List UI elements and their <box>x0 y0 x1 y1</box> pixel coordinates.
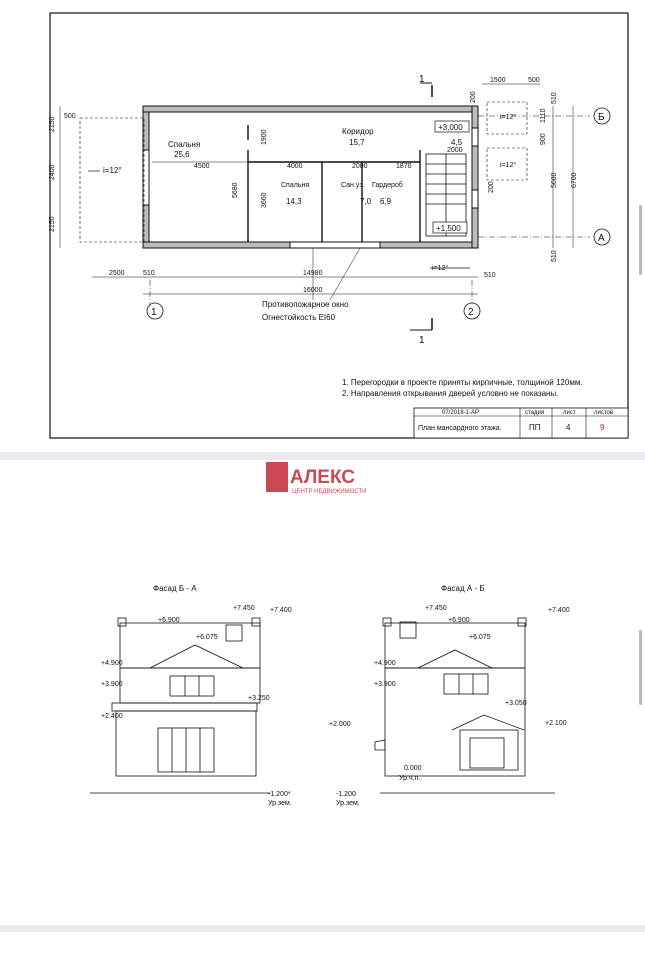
svg-text:2150: 2150 <box>49 216 56 232</box>
svg-text:510: 510 <box>551 92 558 104</box>
svg-text:2400: 2400 <box>49 164 56 180</box>
svg-text:i=12°: i=12° <box>500 162 517 169</box>
facade-ba-outline <box>90 618 270 793</box>
svg-text:-1.200*: -1.200* <box>268 791 291 798</box>
svg-text:500: 500 <box>528 77 540 84</box>
svg-text:АЛЕКС: АЛЕКС <box>290 467 356 488</box>
room-area: 6,9 <box>380 197 392 206</box>
brand-logo <box>266 462 366 495</box>
svg-text:Ур.зем.: Ур.зем. <box>268 800 292 807</box>
svg-text:14980: 14980 <box>303 270 323 277</box>
svg-text:листов: листов <box>594 410 614 416</box>
axis-letter: Б <box>598 112 605 123</box>
svg-text:2000: 2000 <box>352 163 368 170</box>
room-area: 15,7 <box>349 138 365 147</box>
note-2: 2. Направления открывания дверей условно не показаны. <box>342 389 559 398</box>
svg-text:4000: 4000 <box>287 163 303 170</box>
room-name: Гардероб <box>372 182 403 189</box>
svg-text:План мансардного этажа.: План мансардного этажа. <box>418 425 502 432</box>
svg-text:200: 200 <box>488 181 495 193</box>
svg-text:500: 500 <box>64 113 76 120</box>
facade-ab-title: Фасад А - Б <box>441 584 485 593</box>
svg-text:+7.450: +7.450 <box>233 605 255 612</box>
svg-text:1110: 1110 <box>540 108 547 123</box>
axis-number: 2 <box>468 307 474 318</box>
svg-text:+2.400: +2.400 <box>101 713 123 720</box>
svg-text:+6.900: +6.900 <box>158 617 180 624</box>
svg-text:+2.100: +2.100 <box>545 720 567 727</box>
svg-text:900: 900 <box>540 133 547 145</box>
svg-text:+2.000: +2.000 <box>329 721 351 728</box>
svg-text:5680: 5680 <box>551 172 558 188</box>
svg-text:ПП: ПП <box>529 423 541 432</box>
svg-text:4500: 4500 <box>194 163 210 170</box>
svg-text:лист: лист <box>563 410 576 416</box>
floor-plan-drawing <box>0 0 645 452</box>
axis-number: 1 <box>151 307 157 318</box>
facade-ab-marks <box>329 605 570 807</box>
room-area: 25,6 <box>174 150 190 159</box>
svg-text:Противопожарное окно: Противопожарное окно <box>262 300 349 309</box>
facades-drawing <box>0 460 645 925</box>
svg-text:07/2018-1-АР: 07/2018-1-АР <box>442 410 480 416</box>
facade-ba-title: Фасад Б - А <box>153 584 197 593</box>
svg-text:1900: 1900 <box>261 129 268 145</box>
svg-text:стадия: стадия <box>525 410 545 416</box>
svg-text:+7.400: +7.400 <box>270 607 292 614</box>
title-block <box>414 408 628 438</box>
svg-text:16000: 16000 <box>303 287 323 294</box>
room-name: Спальня <box>168 140 201 149</box>
svg-text:Ур.зем.: Ур.зем. <box>336 800 360 807</box>
svg-text:+3.250: +3.250 <box>248 695 270 702</box>
svg-text:+6.900: +6.900 <box>448 617 470 624</box>
room-area: 4,5 <box>451 138 463 147</box>
svg-text:i=12°: i=12° <box>432 265 449 272</box>
svg-text:1: 1 <box>419 74 425 85</box>
svg-text:+6.075: +6.075 <box>469 634 491 641</box>
svg-text:1870: 1870 <box>396 163 412 170</box>
svg-text:Ур.ч.п.: Ур.ч.п. <box>399 775 421 782</box>
svg-text:+3.900: +3.900 <box>101 681 123 688</box>
svg-text:5680: 5680 <box>232 182 239 198</box>
svg-text:200: 200 <box>470 91 477 103</box>
room-name: Сан.уз. <box>341 182 365 189</box>
room-area: 7,0 <box>360 197 372 206</box>
svg-text:2500: 2500 <box>109 270 125 277</box>
svg-text:510: 510 <box>551 250 558 262</box>
facade-ab-outline <box>375 618 555 793</box>
next-sheet-edge <box>0 932 645 960</box>
svg-text:+7.450: +7.450 <box>425 605 447 612</box>
room-name: Коридор <box>342 127 374 136</box>
svg-text:+4.900: +4.900 <box>101 660 123 667</box>
svg-text:3660: 3660 <box>261 192 268 208</box>
level-top: +3,000 <box>438 123 463 132</box>
svg-text:+3.900: +3.900 <box>374 681 396 688</box>
svg-text:0.000: 0.000 <box>404 765 422 772</box>
svg-text:1500: 1500 <box>490 77 506 84</box>
svg-text:i=12°: i=12° <box>103 166 122 175</box>
outer-walls <box>143 106 478 248</box>
svg-text:2000: 2000 <box>447 147 463 154</box>
svg-text:4: 4 <box>566 423 571 432</box>
svg-text:1: 1 <box>419 335 425 346</box>
floor-plan-sheet <box>0 0 645 452</box>
svg-text:+3.050: +3.050 <box>505 700 527 707</box>
svg-text:-1.200: -1.200 <box>336 791 356 798</box>
dimension-lines <box>60 84 573 294</box>
svg-text:Огнестойкость EI60: Огнестойкость EI60 <box>262 313 336 322</box>
axis-letter: А <box>598 233 605 244</box>
fire-window-callout <box>262 248 360 322</box>
scrollbar-thumb[interactable] <box>639 630 642 705</box>
room-name: Спальня <box>281 182 310 189</box>
svg-text:+6.075: +6.075 <box>196 634 218 641</box>
axis-lines <box>150 116 590 305</box>
svg-text:2150: 2150 <box>49 116 56 132</box>
facades-sheet <box>0 460 645 925</box>
note-1: 1. Перегородки в проекте приняты кирпичные, толщиной 120мм. <box>342 378 583 387</box>
room-area: 14,3 <box>286 197 302 206</box>
svg-text:ЦЕНТР НЕДВИЖИМОСТИ: ЦЕНТР НЕДВИЖИМОСТИ <box>292 489 367 495</box>
svg-text:6700: 6700 <box>571 172 578 188</box>
level-bottom: +1,500 <box>436 224 461 233</box>
scrollbar-thumb[interactable] <box>639 205 642 275</box>
facade-ba-marks <box>101 605 292 807</box>
svg-text:+7.400: +7.400 <box>548 607 570 614</box>
section-mark <box>410 74 432 346</box>
svg-text:9: 9 <box>600 423 605 432</box>
svg-text:+4.900: +4.900 <box>374 660 396 667</box>
svg-text:510: 510 <box>484 272 496 279</box>
svg-text:510: 510 <box>143 270 155 277</box>
svg-text:i=12°: i=12° <box>500 114 517 121</box>
